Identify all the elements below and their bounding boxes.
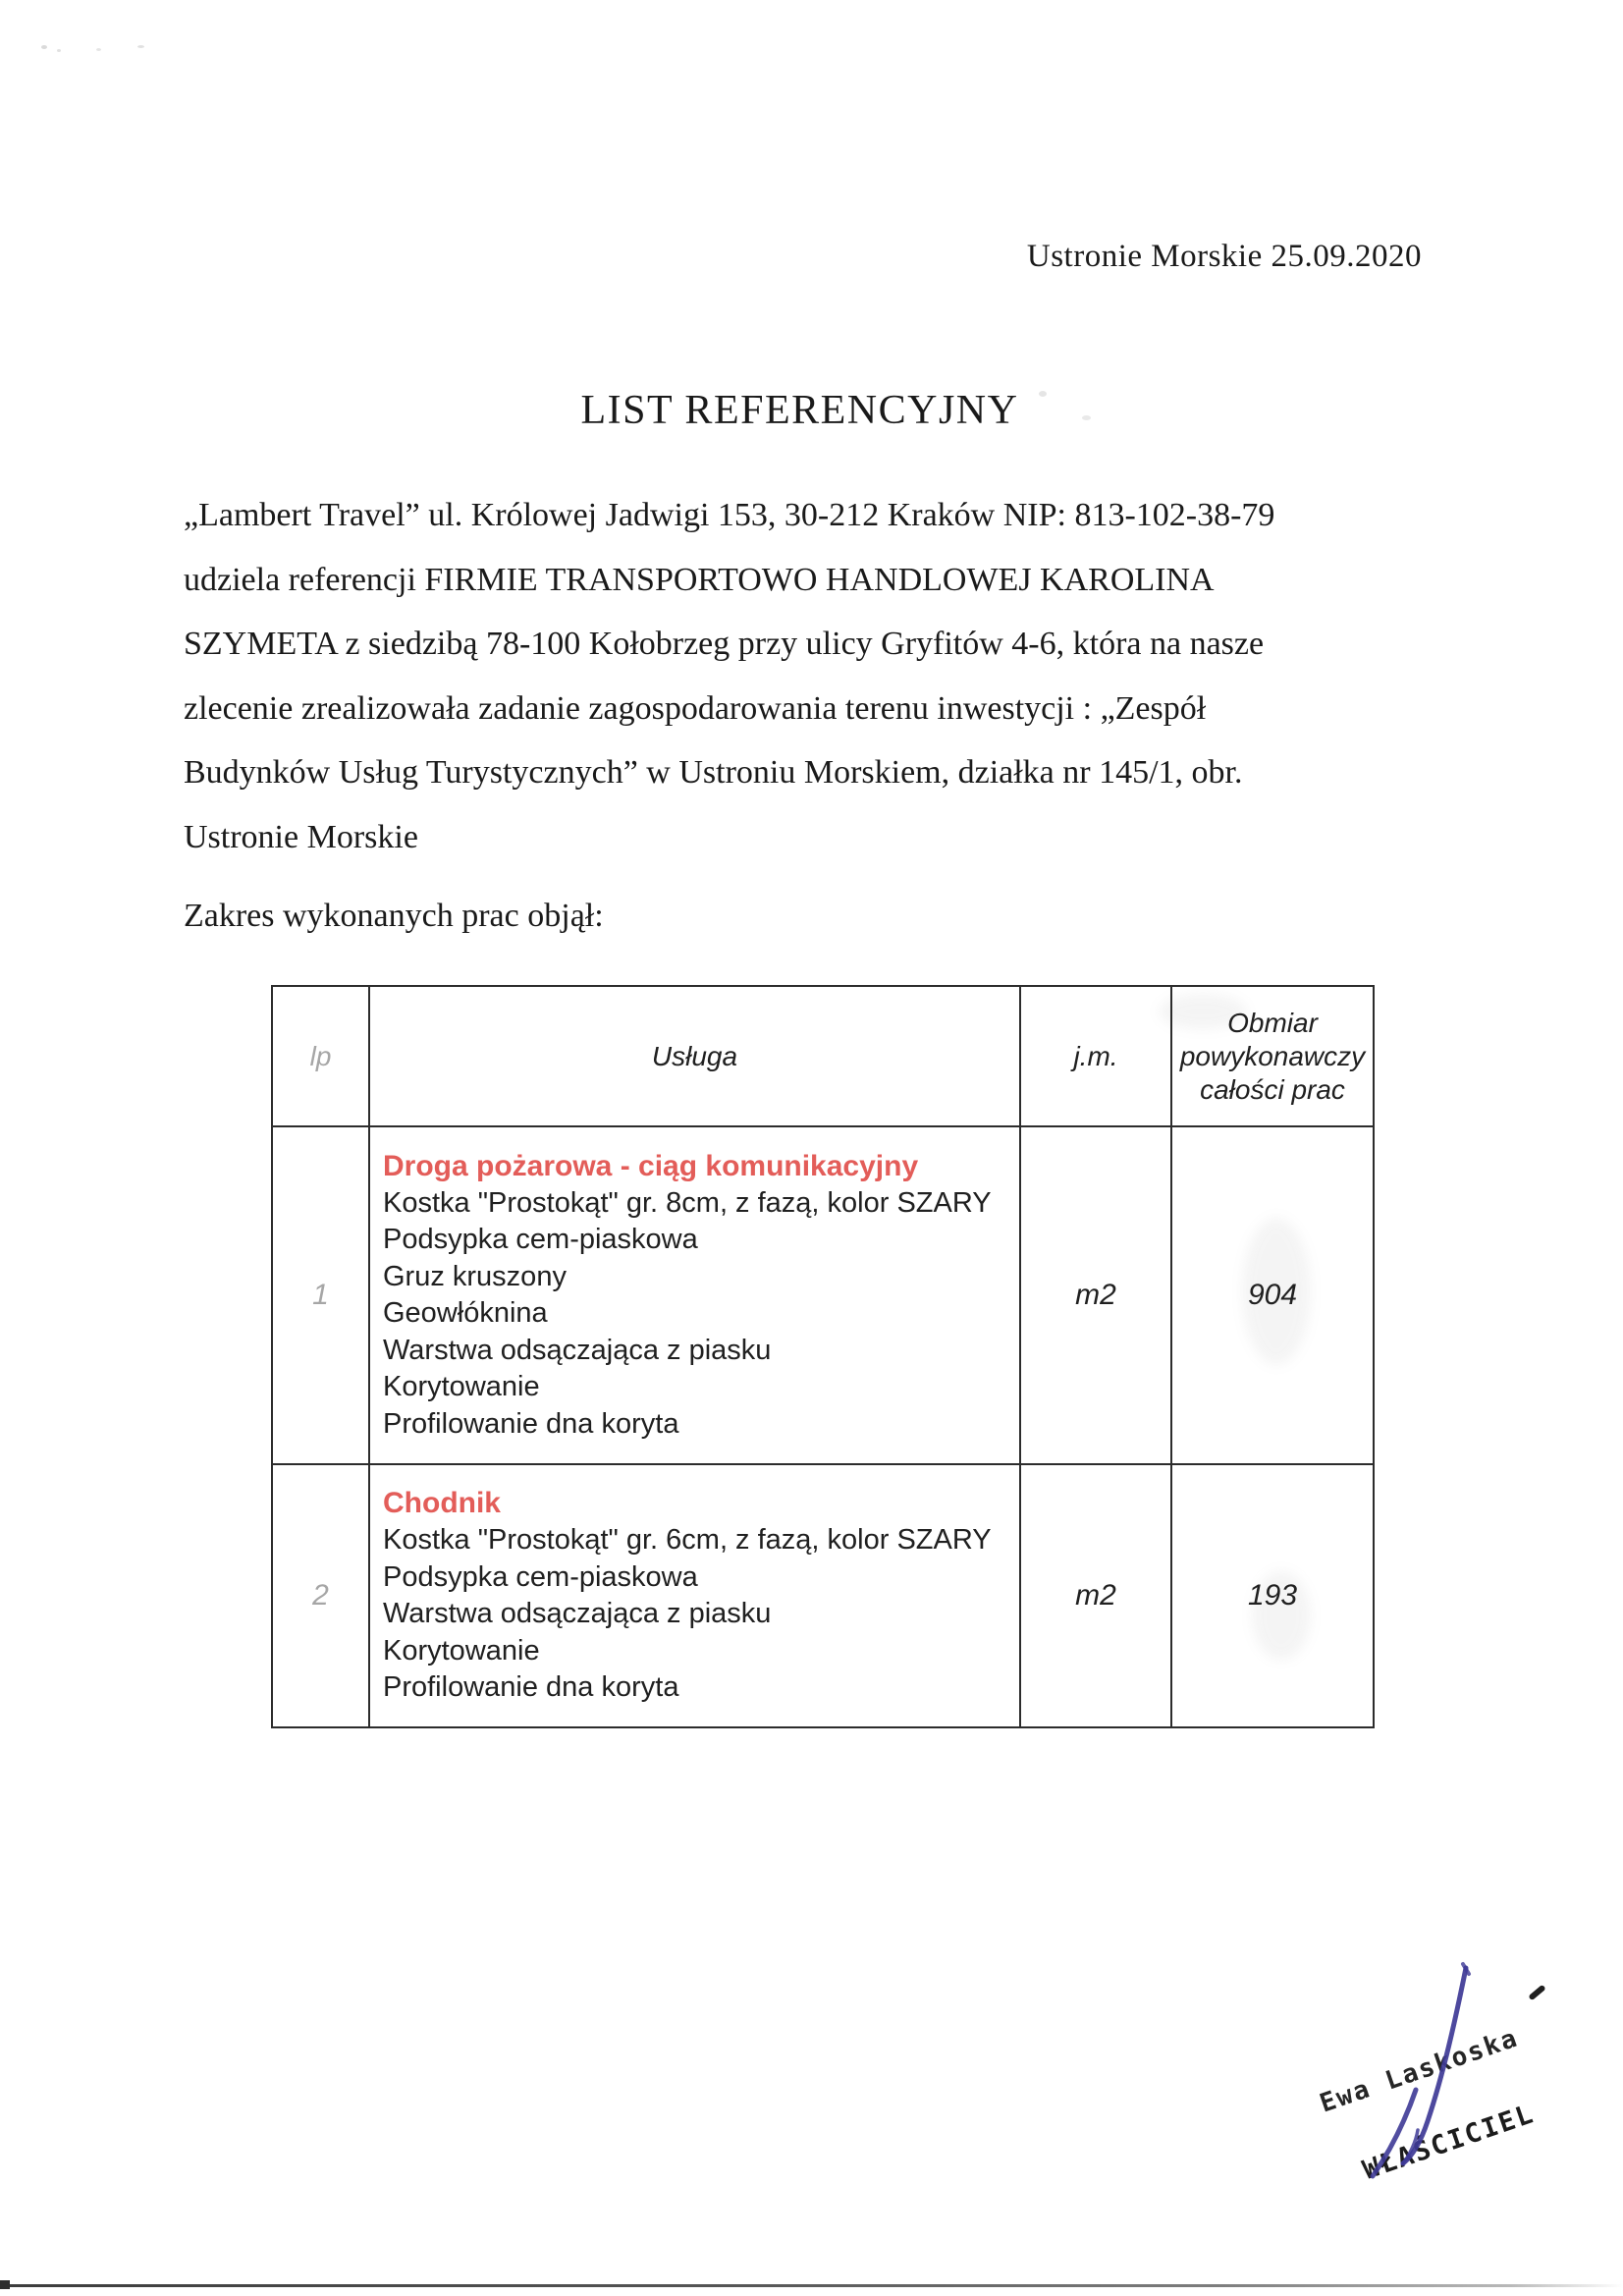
col-header-lp: lp	[272, 986, 369, 1126]
measure-value: 193	[1171, 1464, 1374, 1727]
service-item: Korytowanie	[383, 1634, 540, 1667]
table-row	[272, 1464, 1374, 1727]
service-item: Kostka "Prostokąt" gr. 8cm, z fazą, kolor SZARY	[383, 1186, 992, 1219]
paragraph-line: SZYMETA z siedzibą 78-100 Kołobrzeg przy ulicy Gryfitów 4-6, która na nasze	[184, 626, 1265, 662]
page-bottom-rule-end	[0, 2280, 10, 2289]
scan-speck	[41, 45, 47, 49]
row-number: 1	[272, 1126, 369, 1464]
service-item: Kostka "Prostokąt" gr. 6cm, z fazą, kolor SZARY	[383, 1524, 992, 1557]
paragraph-line: udziela referencji FIRMIE TRANSPORTOWO HANDLOWEJ KAROLINA	[184, 561, 1215, 598]
service-title: Chodnik	[383, 1487, 501, 1520]
service-item: Profilowanie dna koryta	[383, 1671, 679, 1704]
service-title: Droga pożarowa - ciąg komunikacyjny	[383, 1149, 919, 1182]
table-row	[272, 1126, 1374, 1464]
paragraph-line: Budynków Usług Turystycznych” w Ustroniu Morskiem, działka nr 145/1, obr.	[184, 754, 1243, 791]
service-item: Warstwa odsączająca z piasku	[383, 1334, 772, 1366]
col-header-service: Usługa	[369, 986, 1020, 1126]
service-item: Korytowanie	[383, 1371, 540, 1403]
service-item: Profilowanie dna koryta	[383, 1407, 679, 1440]
col-header-unit: j.m.	[1020, 986, 1171, 1126]
service-item: Warstwa odsączająca z piasku	[383, 1598, 772, 1630]
service-cell	[369, 1126, 1020, 1464]
unit-cell: m2	[1020, 1464, 1171, 1727]
paragraph-line: „Lambert Travel” ul. Królowej Jadwigi 153, 30-212 Kraków NIP: 813-102-38-79	[184, 497, 1275, 533]
unit-cell: m2	[1020, 1126, 1171, 1464]
table-header-row	[272, 986, 1374, 1126]
paragraph-line: zlecenie zrealizowała zadanie zagospodarowania terenu inwestycji : „Zespół	[184, 689, 1207, 727]
service-item: Podsypka cem-piaskowa	[383, 1560, 698, 1593]
body-paragraph	[184, 483, 1450, 869]
service-item: Geowłóknina	[383, 1297, 548, 1330]
service-item: Gruz kruszony	[383, 1260, 567, 1292]
paragraph-line: Ustronie Morskie	[184, 818, 418, 855]
signature-stamp-name: Ewa Laskoska	[1316, 2023, 1523, 2119]
page-title: LIST REFERENCYJNY	[580, 388, 1019, 433]
scan-speck	[57, 49, 61, 52]
service-cell	[369, 1464, 1020, 1727]
date-line: Ustronie Morskie 25.09.2020	[1026, 239, 1422, 274]
scope-label: Zakres wykonanych prac objął:	[184, 898, 604, 934]
row-number: 2	[272, 1464, 369, 1727]
signature-stamp-role: WŁAŚCICIEL	[1359, 2099, 1539, 2186]
page-bottom-rule	[0, 2284, 1623, 2287]
works-table	[271, 985, 1375, 1728]
scan-speck	[137, 45, 144, 48]
scan-speck	[96, 48, 101, 51]
col-header-measure: Obmiar powykonawczy całości prac	[1171, 986, 1374, 1126]
measure-value: 904	[1171, 1126, 1374, 1464]
service-item: Podsypka cem-piaskowa	[383, 1224, 698, 1256]
